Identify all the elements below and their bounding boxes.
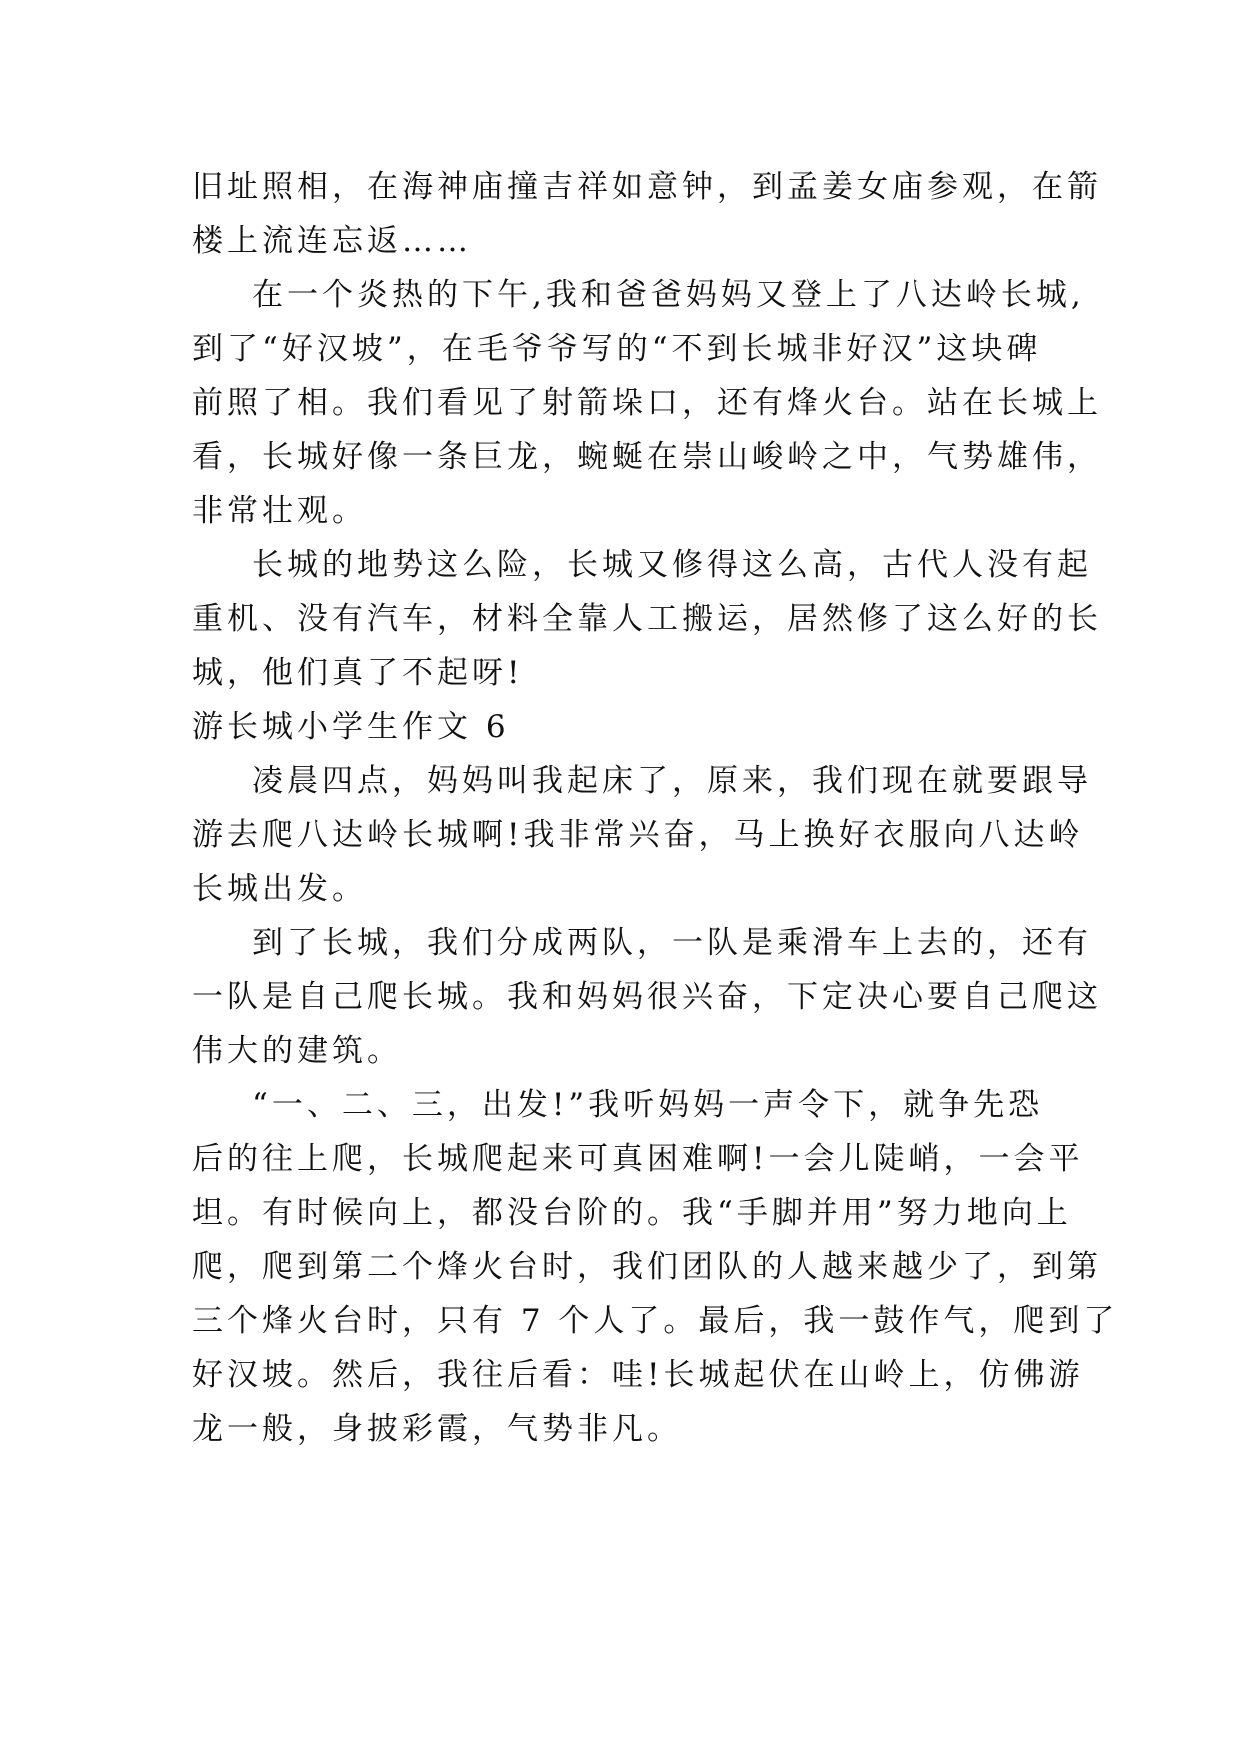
text-line: 前照了相。我们看见了射箭垛口，还有烽火台。站在长城上 [192, 385, 1102, 421]
text-line: 一队是自己爬长城。我和妈妈很兴奋，下定决心要自己爬这 [192, 979, 1102, 1015]
text-line: 好汉坡。然后，我往后看：哇!长城起伏在山岭上，仿佛游 [192, 1357, 1084, 1393]
text-line: 重机、没有汽车，材料全靠人工搬运，居然修了这么好的长 [192, 601, 1102, 637]
text-line: 长城出发。 [192, 871, 367, 907]
text-line: 楼上流连忘返…… [192, 223, 472, 259]
text-line: 伟大的建筑。 [192, 1033, 402, 1069]
paragraph-first-line: 到了长城，我们分成两队，一队是乘滑车上去的，还有 [252, 925, 1092, 961]
paragraph-first-line: 长城的地势这么险，长城又修得这么高，古代人没有起 [252, 547, 1092, 583]
text-line: 龙一般，身披彩霞，气势非凡。 [192, 1411, 682, 1447]
paragraph-first-line: 凌晨四点，妈妈叫我起床了，原来，我们现在就要跟导 [252, 763, 1092, 799]
text-line: 游去爬八达岭长城啊!我非常兴奋，马上换好衣服向八达岭 [192, 817, 1084, 853]
text-line: 旧址照相，在海神庙撞吉祥如意钟，到孟姜女庙参观，在箭 [192, 169, 1102, 205]
text-line: 三个烽火台时，只有 7 个人了。最后，我一鼓作气，爬到了 [192, 1303, 1119, 1339]
text-line: 到了“好汉坡”，在毛爷爷写的“不到长城非好汉”这块碑 [192, 331, 1042, 367]
paragraph-first-line: 在一个炎热的下午,我和爸爸妈妈又登上了八达岭长城, [252, 277, 1085, 313]
text-line: 后的往上爬，长城爬起来可真困难啊!一会儿陡峭，一会平 [192, 1141, 1084, 1177]
section-heading: 游长城小学生作文 6 [192, 709, 510, 745]
text-line: 爬，爬到第二个烽火台时，我们团队的人越来越少了，到第 [192, 1249, 1102, 1285]
text-line: 城，他们真了不起呀! [192, 655, 524, 691]
text-line: 非常壮观。 [192, 493, 367, 529]
paragraph-first-line: “一、二、三，出发!”我听妈妈一声令下，就争先恐 [252, 1087, 1044, 1123]
text-line: 看，长城好像一条巨龙，蜿蜒在崇山峻岭之中，气势雄伟， [192, 439, 1102, 475]
text-line: 坦。有时候向上，都没台阶的。我“手脚并用”努力地向上 [192, 1195, 1072, 1231]
